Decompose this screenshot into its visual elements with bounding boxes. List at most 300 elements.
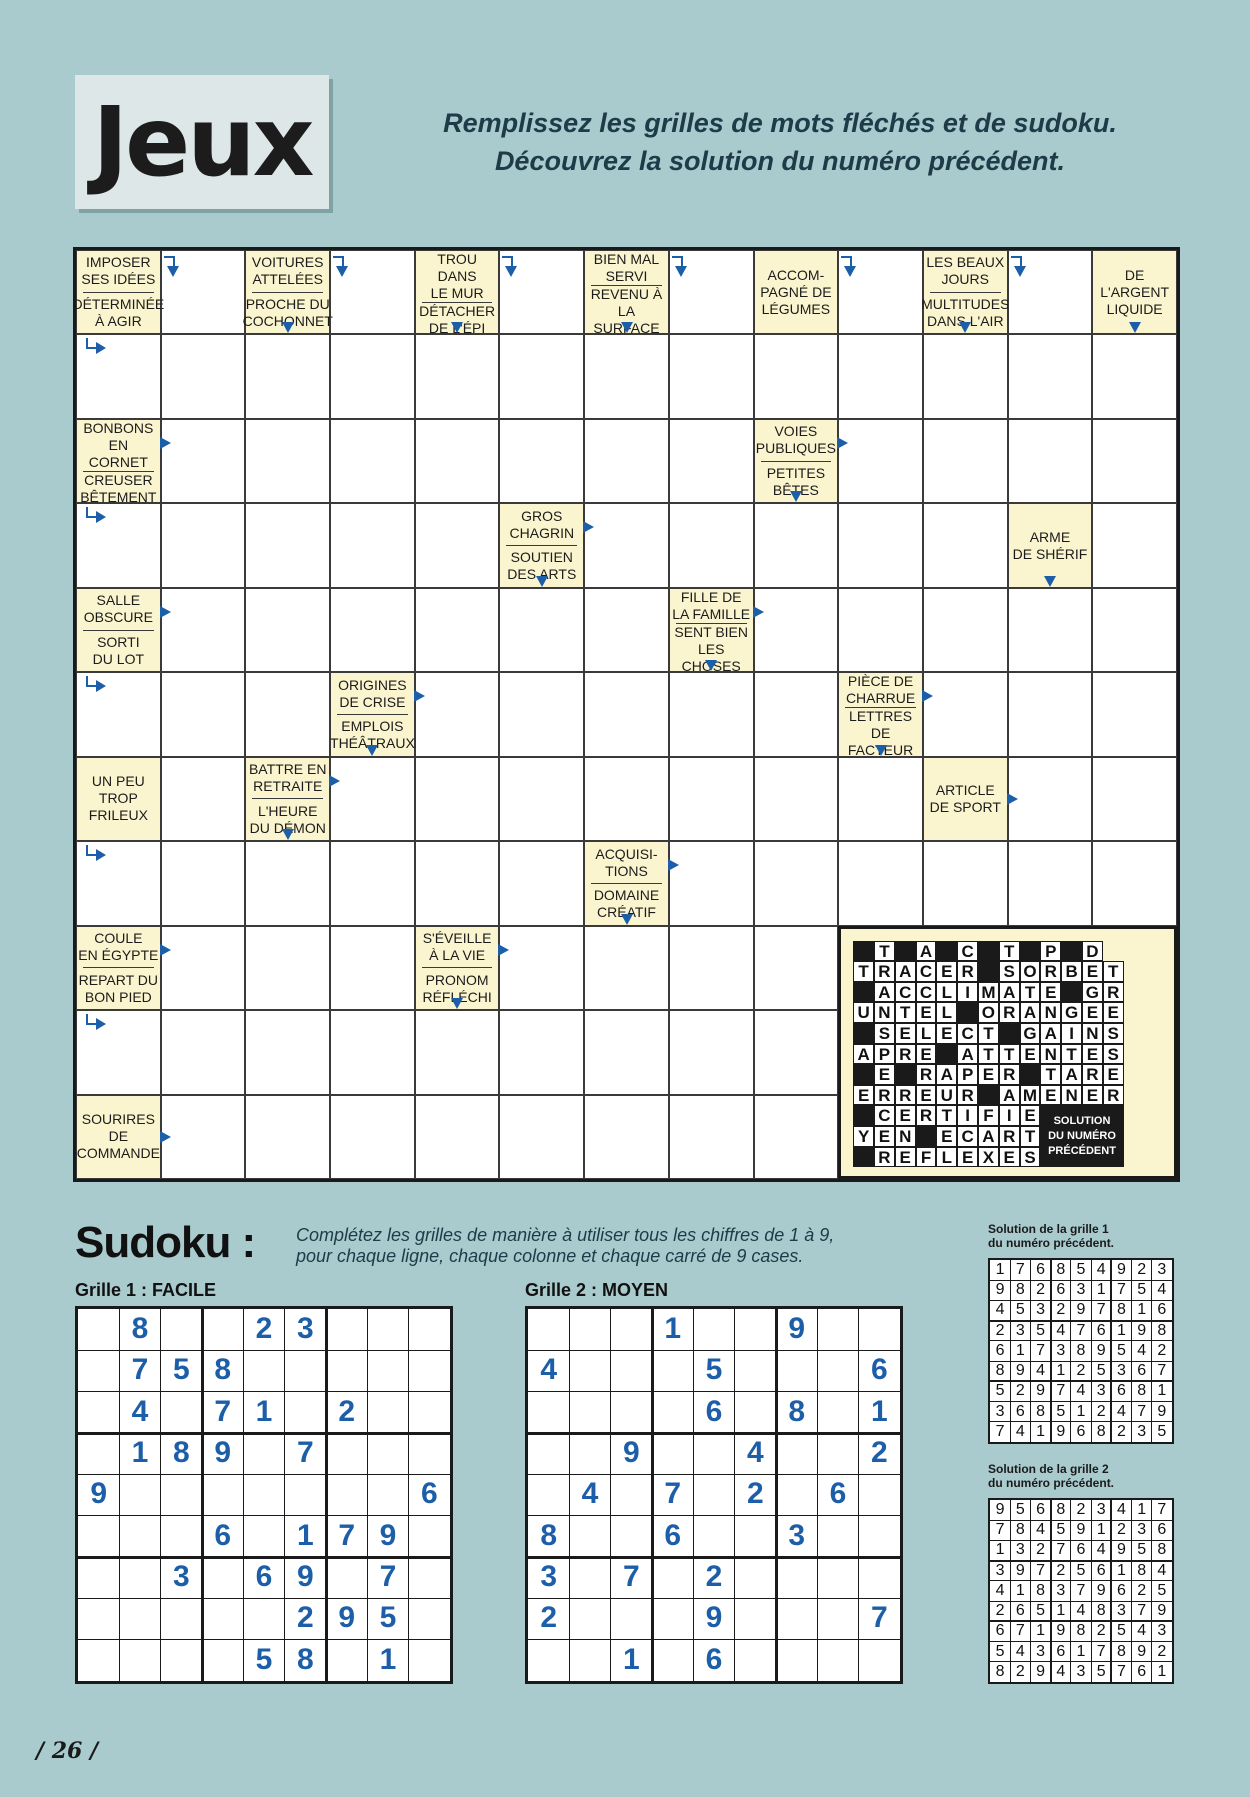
answer-cell[interactable] (754, 588, 839, 672)
sudoku-empty-cell[interactable] (409, 1598, 450, 1639)
answer-cell[interactable] (245, 588, 330, 672)
sudoku-empty-cell[interactable] (652, 1598, 693, 1639)
sudoku-empty-cell[interactable] (569, 1640, 610, 1681)
solution-letter-cell: C (895, 982, 916, 1003)
solution-digit: 9 (1096, 1341, 1106, 1359)
solution-digit: 8 (1096, 1602, 1106, 1620)
sudoku-empty-cell[interactable] (817, 1392, 858, 1433)
sudoku-given-cell: 2 (255, 1312, 273, 1345)
answer-cell[interactable] (1092, 334, 1177, 418)
sudoku-empty-cell[interactable] (367, 1433, 408, 1474)
answer-cell[interactable] (1092, 588, 1177, 672)
clue-text: ARME DE SHÉRIF (1012, 528, 1088, 562)
sudoku-given-cell: 1 (131, 1436, 149, 1469)
answer-cell[interactable] (669, 926, 754, 1010)
sudoku-empty-cell[interactable] (817, 1433, 858, 1474)
answer-cell[interactable] (415, 588, 500, 672)
clue-text: COULE EN ÉGYPTE (78, 929, 159, 963)
answer-cell[interactable] (584, 757, 669, 841)
sudoku-empty-cell[interactable] (78, 1516, 119, 1557)
solution-digit: 2 (1076, 1362, 1086, 1380)
sudoku-empty-cell[interactable] (611, 1598, 652, 1639)
answer-cell[interactable] (415, 1095, 500, 1179)
answer-cell[interactable] (499, 334, 584, 418)
sudoku-empty-cell[interactable] (78, 1433, 119, 1474)
answer-cell[interactable] (161, 1095, 246, 1179)
clue-cell (754, 250, 839, 334)
answer-cell[interactable] (923, 841, 1008, 925)
answer-cell[interactable] (584, 503, 669, 587)
solution-digit: 3 (995, 1561, 1005, 1579)
answer-cell[interactable] (838, 588, 923, 672)
solution-digit: 4 (1096, 1261, 1106, 1278)
answer-cell[interactable] (245, 1095, 330, 1179)
sudoku-empty-cell[interactable] (611, 1392, 652, 1433)
arrow-down-icon (1044, 576, 1056, 587)
sudoku-given-cell: 4 (581, 1477, 599, 1511)
arrow-down-icon (790, 491, 802, 502)
solution-digit: 2 (995, 1602, 1005, 1620)
sudoku-empty-cell[interactable] (817, 1516, 858, 1557)
solution-letter-cell: C (957, 1023, 978, 1044)
sudoku-empty-cell[interactable] (776, 1433, 817, 1474)
answer-cell[interactable] (245, 926, 330, 1010)
sudoku-empty-cell[interactable] (693, 1474, 734, 1515)
sudoku-empty-cell[interactable] (243, 1516, 284, 1557)
sudoku-given-cell: 8 (214, 1353, 231, 1387)
sudoku-empty-cell[interactable] (161, 1392, 202, 1433)
solution-letter-cell: E (957, 1147, 978, 1168)
answer-cell[interactable] (330, 334, 415, 418)
answer-cell[interactable] (161, 926, 246, 1010)
sudoku-empty-cell[interactable] (569, 1350, 610, 1391)
solution-letter-cell: E (1020, 1044, 1041, 1065)
answer-cell[interactable] (499, 419, 584, 503)
answer-cell[interactable] (754, 672, 839, 756)
sudoku-empty-cell[interactable] (569, 1598, 610, 1639)
answer-cell[interactable] (584, 419, 669, 503)
sudoku-empty-cell[interactable] (119, 1598, 160, 1639)
answer-cell[interactable] (923, 503, 1008, 587)
answer-cell[interactable] (669, 841, 754, 925)
sudoku-empty-cell[interactable] (409, 1640, 450, 1681)
sudoku-empty-cell[interactable] (409, 1433, 450, 1474)
sudoku-empty-cell[interactable] (776, 1350, 817, 1391)
answer-cell[interactable] (754, 503, 839, 587)
sudoku-given-cell: 8 (540, 1518, 557, 1552)
sudoku-empty-cell[interactable] (78, 1598, 119, 1639)
solution-digit: 3 (1036, 1301, 1045, 1319)
solution-digit: 8 (1036, 1581, 1045, 1599)
sudoku-empty-cell[interactable] (735, 1557, 776, 1598)
answer-cell[interactable] (415, 334, 500, 418)
sudoku-empty-cell[interactable] (119, 1516, 160, 1557)
sudoku-empty-cell[interactable] (202, 1309, 243, 1350)
sudoku-empty-cell[interactable] (735, 1350, 776, 1391)
solution-digit: 4 (1157, 1561, 1167, 1579)
answer-cell[interactable] (838, 841, 923, 925)
answer-cell[interactable] (584, 334, 669, 418)
sudoku-empty-cell[interactable] (859, 1557, 900, 1598)
answer-cell[interactable] (415, 1010, 500, 1094)
sudoku-empty-cell[interactable] (693, 1433, 734, 1474)
answer-cell[interactable] (1092, 672, 1177, 756)
arrow-elbow-down-icon (841, 256, 852, 267)
answer-cell[interactable] (1008, 419, 1093, 503)
answer-cell[interactable] (161, 757, 246, 841)
answer-cell[interactable] (669, 503, 754, 587)
sudoku-given-cell: 1 (296, 1518, 314, 1552)
solution-letter-cell: E (916, 1002, 937, 1023)
solution-digit: 6 (1056, 1281, 1066, 1299)
solution-digit: 9 (1157, 1602, 1167, 1620)
sudoku-empty-cell[interactable] (78, 1557, 119, 1598)
sudoku-empty-cell[interactable] (78, 1309, 119, 1350)
sudoku-empty-cell[interactable] (611, 1350, 652, 1391)
solution-letter-cell: E (1082, 1002, 1103, 1023)
sudoku-empty-cell[interactable] (326, 1474, 367, 1515)
answer-cell[interactable] (161, 503, 246, 587)
answer-cell[interactable] (1092, 757, 1177, 841)
solution-digit: 9 (1096, 1581, 1106, 1599)
solution-black-cell (1061, 982, 1082, 1003)
sudoku-empty-cell[interactable] (817, 1640, 858, 1681)
solution-digit: 3 (1036, 1642, 1045, 1660)
answer-cell[interactable] (245, 419, 330, 503)
solution-letter-cell: T (895, 1002, 916, 1023)
sudoku-grid-2 (525, 1306, 903, 1684)
solution-letter-cell: R (874, 1085, 895, 1106)
sudoku-empty-cell[interactable] (326, 1350, 367, 1391)
answer-cell[interactable] (754, 926, 839, 1010)
sudoku-empty-cell[interactable] (409, 1350, 450, 1391)
sudoku-empty-cell[interactable] (693, 1516, 734, 1557)
answer-cell[interactable] (584, 1010, 669, 1094)
sudoku-empty-cell[interactable] (285, 1392, 326, 1433)
answer-cell[interactable] (669, 334, 754, 418)
sudoku-empty-cell[interactable] (817, 1350, 858, 1391)
sudoku-empty-cell[interactable] (326, 1309, 367, 1350)
solution-letter-cell: T (999, 941, 1020, 962)
answer-cell[interactable] (923, 419, 1008, 503)
sudoku-empty-cell[interactable] (202, 1640, 243, 1681)
clue-text: GROS CHAGRIN (509, 507, 575, 541)
answer-cell[interactable] (245, 503, 330, 587)
solution-letter-cell: N (1061, 1085, 1082, 1106)
answer-cell[interactable] (161, 672, 246, 756)
answer-cell[interactable] (415, 503, 500, 587)
solution-digit: 8 (1157, 1541, 1167, 1559)
sudoku-empty-cell[interactable] (735, 1392, 776, 1433)
clue-text: EMPLOIS THÉÂTRAUX (330, 718, 415, 752)
answer-cell[interactable] (245, 672, 330, 756)
solution-digit: 9 (1036, 1382, 1045, 1400)
sudoku-empty-cell[interactable] (528, 1433, 569, 1474)
solution-digit: 9 (1116, 1541, 1126, 1559)
answer-cell[interactable] (1092, 503, 1177, 587)
answer-cell[interactable] (499, 926, 584, 1010)
answer-cell[interactable] (838, 419, 923, 503)
solution-digit: 2 (995, 1321, 1005, 1339)
solution-digit: 1 (1096, 1281, 1106, 1299)
solution-digit: 8 (1116, 1301, 1126, 1319)
solution-letter-cell: E (978, 1064, 999, 1085)
solution-letter-cell: O (978, 1002, 999, 1023)
sudoku-empty-cell[interactable] (735, 1516, 776, 1557)
sudoku-empty-cell[interactable] (611, 1309, 652, 1350)
sudoku-empty-cell[interactable] (78, 1640, 119, 1681)
sudoku-given-cell: 1 (622, 1642, 640, 1676)
sudoku-empty-cell[interactable] (652, 1350, 693, 1391)
answer-cell[interactable] (754, 1010, 839, 1094)
arrow-right-icon (1007, 793, 1018, 805)
solution-digit: 8 (1137, 1382, 1147, 1400)
answer-cell[interactable] (499, 1095, 584, 1179)
answer-cell[interactable] (499, 588, 584, 672)
sudoku-empty-cell[interactable] (161, 1598, 202, 1639)
sudoku-empty-cell[interactable] (326, 1557, 367, 1598)
answer-cell[interactable] (330, 419, 415, 503)
sudoku-empty-cell[interactable] (367, 1392, 408, 1433)
sudoku-empty-cell[interactable] (776, 1474, 817, 1515)
solution-digit: 5 (1076, 1261, 1086, 1278)
answer-cell[interactable] (415, 757, 500, 841)
answer-cell[interactable] (669, 757, 754, 841)
solution-digit: 9 (1015, 1362, 1025, 1380)
answer-cell[interactable] (923, 672, 1008, 756)
sudoku-given-cell: 3 (788, 1518, 805, 1552)
answer-cell[interactable] (161, 419, 246, 503)
solution-digit: 8 (1076, 1341, 1086, 1359)
sudoku-empty-cell[interactable] (243, 1433, 284, 1474)
sudoku-empty-cell[interactable] (78, 1350, 119, 1391)
answer-cell[interactable] (669, 419, 754, 503)
sudoku-empty-cell[interactable] (569, 1392, 610, 1433)
sudoku-empty-cell[interactable] (119, 1640, 160, 1681)
sudoku-empty-cell[interactable] (367, 1309, 408, 1350)
solution-letter-cell: N (1040, 1002, 1061, 1023)
sudoku-empty-cell[interactable] (409, 1392, 450, 1433)
sudoku-empty-cell[interactable] (569, 1309, 610, 1350)
sudoku-empty-cell[interactable] (326, 1433, 367, 1474)
answer-cell[interactable] (499, 757, 584, 841)
answer-cell[interactable] (1008, 588, 1093, 672)
solution-digit: 5 (1096, 1362, 1106, 1380)
sudoku-empty-cell[interactable] (285, 1474, 326, 1515)
sudoku-empty-cell[interactable] (735, 1598, 776, 1639)
clue-cell (76, 588, 161, 672)
answer-cell[interactable] (1092, 841, 1177, 925)
answer-cell[interactable] (1008, 672, 1093, 756)
sudoku-empty-cell[interactable] (776, 1598, 817, 1639)
answer-cell[interactable] (330, 757, 415, 841)
solution-digit: 9 (1056, 1422, 1066, 1440)
answer-cell[interactable] (754, 757, 839, 841)
sudoku-empty-cell[interactable] (817, 1598, 858, 1639)
solution-letter-cell: E (895, 1023, 916, 1044)
answer-cell[interactable] (584, 1095, 669, 1179)
answer-cell[interactable] (415, 672, 500, 756)
sudoku-empty-cell[interactable] (859, 1640, 900, 1681)
sudoku-empty-cell[interactable] (161, 1474, 202, 1515)
answer-cell[interactable] (245, 334, 330, 418)
sudoku-empty-cell[interactable] (243, 1350, 284, 1391)
answer-cell[interactable] (584, 672, 669, 756)
answer-cell[interactable] (330, 841, 415, 925)
sudoku-empty-cell[interactable] (243, 1474, 284, 1515)
solution-digit: 4 (1157, 1281, 1167, 1299)
solution-digit: 1 (1116, 1321, 1126, 1339)
sudoku-empty-cell[interactable] (326, 1640, 367, 1681)
answer-cell[interactable] (1092, 419, 1177, 503)
sudoku-given-cell: 9 (379, 1518, 397, 1552)
sudoku-given-cell: 8 (172, 1436, 190, 1469)
sudoku-empty-cell[interactable] (776, 1557, 817, 1598)
solution-digit: 1 (1036, 1622, 1045, 1640)
answer-cell[interactable] (245, 1010, 330, 1094)
solution-digit: 7 (1056, 1541, 1066, 1559)
clue-text: S'ÉVEILLE À LA VIE (422, 929, 492, 963)
answer-cell[interactable] (584, 926, 669, 1010)
answer-cell[interactable] (1008, 841, 1093, 925)
sudoku-empty-cell[interactable] (652, 1392, 693, 1433)
answer-cell[interactable] (330, 588, 415, 672)
answer-cell[interactable] (499, 672, 584, 756)
sudoku-empty-cell[interactable] (161, 1309, 202, 1350)
answer-cell[interactable] (754, 1095, 839, 1179)
answer-cell[interactable] (669, 672, 754, 756)
answer-cell[interactable] (415, 841, 500, 925)
clue-text: ORIGINES DE CRISE (338, 676, 407, 710)
sudoku-empty-cell[interactable] (202, 1474, 243, 1515)
sudoku-empty-cell[interactable] (367, 1350, 408, 1391)
sudoku-grid-1 (75, 1306, 453, 1684)
sudoku-empty-cell[interactable] (735, 1309, 776, 1350)
answer-cell[interactable] (330, 503, 415, 587)
answer-cell[interactable] (499, 841, 584, 925)
answer-cell[interactable] (838, 503, 923, 587)
sudoku-empty-cell[interactable] (652, 1433, 693, 1474)
solution-digit: 9 (995, 1501, 1005, 1518)
solution-digit: 7 (995, 1521, 1005, 1539)
sudoku-empty-cell[interactable] (652, 1557, 693, 1598)
answer-cell[interactable] (161, 1010, 246, 1094)
arrow-right-icon (668, 859, 679, 871)
sudoku-empty-cell[interactable] (285, 1350, 326, 1391)
sudoku-empty-cell[interactable] (409, 1516, 450, 1557)
sudoku-empty-cell[interactable] (161, 1516, 202, 1557)
answer-cell[interactable] (330, 926, 415, 1010)
solution-letter-cell: S (999, 961, 1020, 982)
answer-cell[interactable] (499, 1010, 584, 1094)
sudoku-empty-cell[interactable] (569, 1516, 610, 1557)
sudoku-empty-cell[interactable] (569, 1557, 610, 1598)
solution-letter-cell: I (957, 1105, 978, 1126)
sudoku-empty-cell[interactable] (528, 1309, 569, 1350)
answer-cell[interactable] (584, 588, 669, 672)
sudoku-empty-cell[interactable] (528, 1640, 569, 1681)
arrow-right-icon (160, 606, 171, 618)
sudoku-empty-cell[interactable] (859, 1516, 900, 1557)
sudoku-empty-cell[interactable] (367, 1474, 408, 1515)
answer-cell[interactable] (161, 841, 246, 925)
sudoku-given-cell: 4 (131, 1394, 149, 1428)
sudoku-given-cell: 1 (379, 1642, 397, 1676)
sudoku-empty-cell[interactable] (78, 1392, 119, 1433)
solution-digit: 1 (995, 1261, 1005, 1278)
answer-cell[interactable] (245, 841, 330, 925)
solution-black-cell (853, 982, 874, 1003)
sudoku-empty-cell[interactable] (693, 1309, 734, 1350)
answer-cell[interactable] (1008, 757, 1093, 841)
sudoku-empty-cell[interactable] (817, 1557, 858, 1598)
answer-cell[interactable] (161, 588, 246, 672)
sudoku-empty-cell[interactable] (409, 1557, 450, 1598)
answer-cell[interactable] (838, 334, 923, 418)
clue-cell (76, 1095, 161, 1179)
sudoku-empty-cell[interactable] (119, 1557, 160, 1598)
sudoku-empty-cell[interactable] (611, 1516, 652, 1557)
solution-digit: 9 (1137, 1321, 1147, 1339)
sudoku-empty-cell[interactable] (569, 1433, 610, 1474)
clue-text: ACQUISI- TIONS (595, 845, 658, 879)
solution-digit: 3 (1137, 1422, 1147, 1440)
answer-cell[interactable] (923, 588, 1008, 672)
solution-letter-cell: A (853, 1044, 874, 1065)
sudoku-empty-cell[interactable] (202, 1598, 243, 1639)
crossword-grid (73, 247, 1180, 1182)
sudoku-empty-cell[interactable] (735, 1640, 776, 1681)
sudoku-empty-cell[interactable] (243, 1598, 284, 1639)
sudoku-empty-cell[interactable] (161, 1640, 202, 1681)
sudoku-empty-cell[interactable] (652, 1640, 693, 1681)
answer-cell[interactable] (754, 334, 839, 418)
sudoku-empty-cell[interactable] (776, 1640, 817, 1681)
answer-cell[interactable] (669, 1095, 754, 1179)
answer-cell[interactable] (923, 334, 1008, 418)
answer-cell[interactable] (838, 757, 923, 841)
sudoku-empty-cell[interactable] (817, 1309, 858, 1350)
sudoku-empty-cell[interactable] (409, 1309, 450, 1350)
answer-cell[interactable] (669, 1010, 754, 1094)
sudoku-empty-cell[interactable] (202, 1557, 243, 1598)
arrow-elbow-right-icon (86, 676, 97, 687)
sudoku-empty-cell[interactable] (528, 1392, 569, 1433)
sudoku-given-cell: 5 (379, 1601, 397, 1635)
sudoku-empty-cell[interactable] (611, 1474, 652, 1515)
solution-letter-cell: T (978, 1044, 999, 1065)
sudoku-empty-cell[interactable] (528, 1474, 569, 1515)
answer-cell[interactable] (161, 334, 246, 418)
sudoku-empty-cell[interactable] (119, 1474, 160, 1515)
answer-cell[interactable] (330, 1010, 415, 1094)
sudoku-empty-cell[interactable] (859, 1474, 900, 1515)
answer-cell[interactable] (1008, 334, 1093, 418)
answer-cell[interactable] (415, 419, 500, 503)
sudoku-empty-cell[interactable] (859, 1309, 900, 1350)
arrow-elbow-right-icon (86, 338, 97, 349)
solution-digit: 4 (1015, 1422, 1025, 1440)
answer-cell[interactable] (754, 841, 839, 925)
solution-digit: 5 (1137, 1541, 1147, 1559)
solution-digit: 6 (1036, 1261, 1045, 1278)
answer-cell[interactable] (330, 1095, 415, 1179)
solution-digit: 3 (1076, 1662, 1086, 1680)
arrow-right-icon (160, 1131, 171, 1143)
sudoku-given-cell: 9 (296, 1560, 314, 1593)
solution-black-cell (957, 1002, 978, 1023)
solution-digit: 3 (1096, 1501, 1106, 1518)
